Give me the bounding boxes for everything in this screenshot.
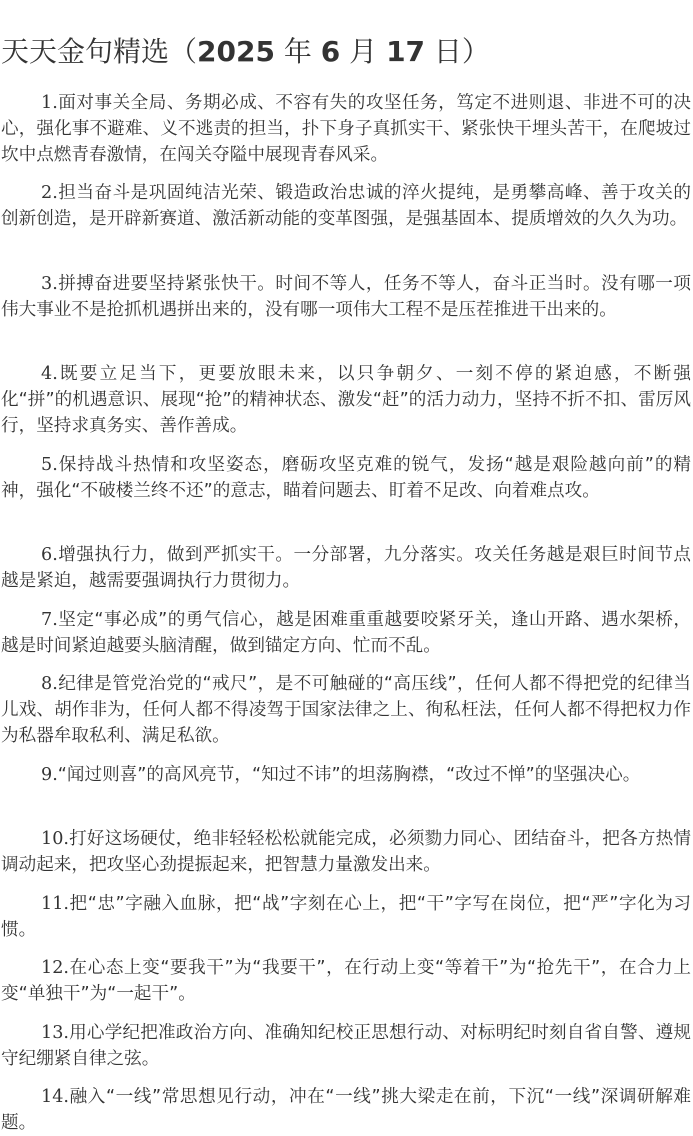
quote-number: 7. [41,610,58,630]
title-prefix: 天天金句精选（ [1,35,198,68]
quote-number: 10. [41,829,69,849]
quote-text: 坚定“事必成”的勇气信心，越是困难重重越要咬紧牙关，逢山开路、遇水架桥，越是时间紧迫越要头脑清醒，做到锚定方向、忙而不乱。 [1,610,691,656]
quote-text: 面对事关全局、务期必成、不容有失的攻坚任务，笃定不进则退、非进不可的决心，强化事不避难、义不逃责的担当，扑下身子真抓实干、紧张快干埋头苦干，在爬坡过坎中点燃青春激情，在闯关夺隘中展现青春风采。 [1,93,691,165]
quote-text: 打好这场硬仗，绝非轻轻松松就能完成，必须勠力同心、团结奋斗，把各方热情调动起来，把攻坚心劲提振起来，把智慧力量激发出来。 [1,829,691,875]
quote-paragraph [1,90,691,168]
quote-text: “闻过则喜”的高风亮节，“知过不讳”的坦荡胸襟，“改过不惮”的坚强决心。 [57,765,641,785]
quote-number: 8. [41,674,58,694]
quote-paragraph [1,891,691,943]
quote-paragraph [1,1084,691,1136]
quote-number: 12. [41,958,69,978]
quote-paragraph [1,542,691,594]
title-month-unit: 月 [340,35,387,68]
quote-text: 增强执行力，做到严抓实干。一分部署，九分落实。攻关任务越是艰巨时间节点越是紧迫，越需要强调执行力贯彻力。 [1,545,691,591]
page-title [1,34,693,70]
quote-number: 2. [41,183,58,203]
quote-text: 既要立足当下，更要放眼未来，以只争朝夕、一刻不停的紧迫感，不断强化“拼”的机遇意识、展现“抢”的精神状态、激发“赶”的活力动力，坚持不折不扣、雷厉风行，坚持求真务实、善作善成。 [1,364,691,436]
quote-number: 13. [41,1023,69,1043]
quote-paragraph [1,271,691,323]
quote-paragraph [1,1020,691,1072]
quote-paragraph [1,452,691,504]
quote-number: 5. [41,455,58,475]
quote-text: 纪律是管党治党的“戒尺”，是不可触碰的“高压线”，任何人都不得把党的纪律当儿戏、胡作非为，任何人都不得凌驾于国家法律之上、徇私枉法，任何人都不得把权力作为私器牟取私利、满足私欲。 [1,674,691,746]
quote-paragraph [1,955,691,1007]
quote-text: 用心学纪把准政治方向、准确知纪校正思想行动、对标明纪时刻自省自警、遵规守纪绷紧自律之弦。 [1,1023,691,1069]
quote-number: 9. [41,765,58,785]
quote-paragraph [1,607,691,659]
quote-text: 在心态上变“要我干”为“我要干”，在行动上变“等着干”为“抢先干”，在合力上变“单独干”为“一起干”。 [1,958,691,1004]
quote-text: 担当奋斗是巩固纯洁光荣、锻造政治忠诚的淬火提纯，是勇攀高峰、善于攻关的创新创造，是开辟新赛道、激活新动能的变革图强，是强基固本、提质增效的久久为功。 [1,183,691,229]
quote-number: 1. [41,93,58,113]
quote-number: 14. [41,1087,69,1107]
quote-text: 保持战斗热情和攻坚姿态，磨砺攻坚克难的锐气，发扬“越是艰险越向前”的精神，强化“不破楼兰终不还”的意志，瞄着问题去、盯着不足改、向着难点攻。 [1,455,691,501]
quote-text: 融入“一线”常思想见行动，冲在“一线”挑大梁走在前，下沉“一线”深调研解难题。 [1,1087,691,1133]
quote-paragraph [1,671,691,749]
quote-number: 6. [41,545,58,565]
quote-number: 11. [41,894,69,914]
quote-paragraph [1,180,691,232]
title-suffix: 日） [425,35,490,68]
title-year-unit: 年 [274,35,321,68]
quote-paragraph [1,762,691,788]
quote-paragraph [1,361,691,439]
quote-number: 4. [41,364,58,384]
title-day: 17 [386,35,426,68]
title-month: 6 [320,35,341,68]
quote-text: 拼搏奋进要坚持紧张快干。时间不等人，任务不等人，奋斗正当时。没有哪一项伟大事业不是抢抓机遇拼出来的，没有哪一项伟大工程不是压茬推进干出来的。 [1,274,691,320]
quote-text: 把“忠”字融入血脉，把“战”字刻在心上，把“干”字写在岗位，把“严”字化为习惯。 [1,894,691,940]
quote-number: 3. [41,274,58,294]
title-year: 2025 [197,35,275,68]
quote-paragraph [1,826,691,878]
